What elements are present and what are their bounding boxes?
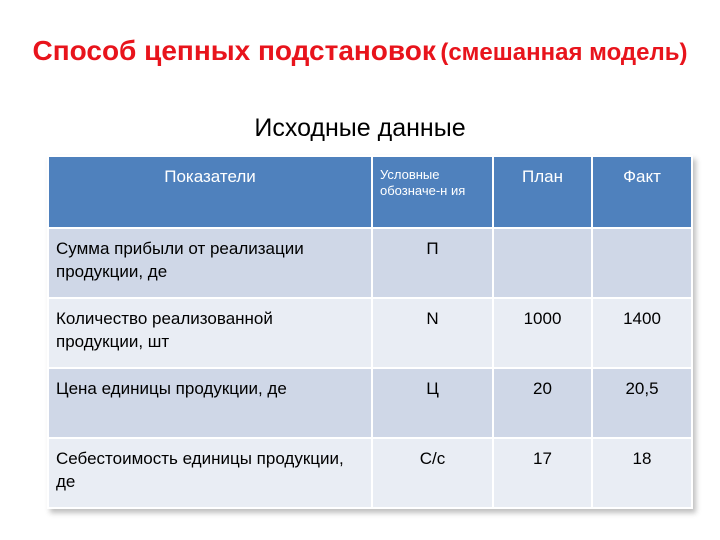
header-fact: Факт xyxy=(592,156,692,228)
slide-subtitle: Исходные данные xyxy=(254,114,466,142)
cell-symbol: П xyxy=(372,228,493,298)
cell-indicator: Себестоимость единицы продукции, де xyxy=(48,438,372,508)
header-symbols: Условные обозначе-н ия xyxy=(372,156,493,228)
slide-title-main: Способ цепных подстановок xyxy=(32,35,436,66)
cell-plan xyxy=(493,228,592,298)
cell-symbol: Ц xyxy=(372,368,493,438)
slide-title-sub: (смешанная модель) xyxy=(440,39,688,66)
header-plan: План xyxy=(493,156,592,228)
cell-symbol: С/с xyxy=(372,438,493,508)
table-header-row xyxy=(48,156,692,228)
table-row xyxy=(48,298,692,368)
table-row xyxy=(48,438,692,508)
slide-title xyxy=(20,30,700,77)
header-indicators: Показатели xyxy=(48,156,372,228)
cell-plan: 20 xyxy=(493,368,592,438)
cell-plan: 1000 xyxy=(493,298,592,368)
cell-symbol: N xyxy=(372,298,493,368)
cell-fact: 18 xyxy=(592,438,692,508)
cell-indicator: Цена единицы продукции, де xyxy=(48,368,372,438)
cell-plan: 17 xyxy=(493,438,592,508)
cell-indicator: Сумма прибыли от реализации продукции, де xyxy=(48,228,372,298)
cell-indicator: Количество реализованной продукции, шт xyxy=(48,298,372,368)
cell-fact xyxy=(592,228,692,298)
cell-fact: 20,5 xyxy=(592,368,692,438)
table-row xyxy=(48,228,692,298)
cell-fact: 1400 xyxy=(592,298,692,368)
data-table xyxy=(47,155,693,509)
table-row xyxy=(48,368,692,438)
